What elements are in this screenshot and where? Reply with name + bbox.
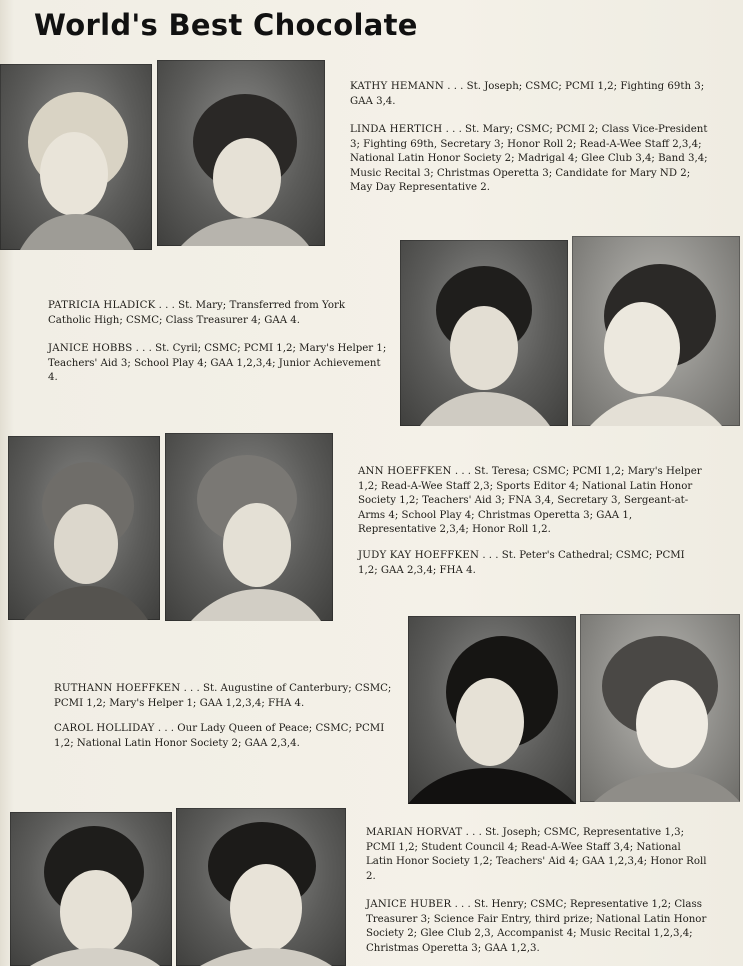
student-activities: . . . St. Peter's Cathedral; CSMC; PCMI 1,2; GAA 2,3,4; FHA 4.	[358, 550, 685, 576]
student-activities: . . . St. Teresa; CSMC; PCMI 1,2; Mary's Helper 1,2; Read-A-Wee Staff 2,3; Sports Editor 4; National Latin Honor Society 1,2; Teachers' Aid 3; FNA 3,4, Secretary 3, Sergeant-at-Arms 4; School Play 4; Christmas Operetta 3; GAA 1, Representative 2,3,4; Honor Roll 1,2.	[358, 466, 702, 536]
portrait-photo-kathy-hemann	[0, 64, 152, 250]
entry-ruthann-hoeffken	[54, 682, 394, 719]
portrait-photo-marian-horvat	[10, 812, 172, 966]
entry-marian-horvat	[366, 826, 710, 892]
student-activities: . . . St. Joseph; CSMC, Representative 1,3; PCMI 1,2; Student Council 4; Read-A-Wee Staff 3,4; National Latin Honor Society 1,2; Teachers' Aid 4; GAA 1,2,3,4; Honor Roll 2.	[366, 827, 707, 882]
entry-linda-hertich	[350, 123, 710, 204]
student-name: KATHY HEMANN	[350, 81, 444, 92]
portrait-photo-linda-hertich	[157, 60, 325, 246]
portrait-photo-judy-kay-hoeffken	[165, 433, 333, 621]
entry-patricia-hladick	[48, 299, 388, 336]
student-name: JANICE HUBER	[366, 899, 452, 910]
portrait-photo-patricia-hladick	[400, 240, 568, 426]
entry-carol-holliday	[54, 722, 394, 759]
page-title: World's Best Chocolate	[34, 8, 418, 42]
student-name: LINDA HERTICH	[350, 124, 443, 135]
student-activities: . . . St. Joseph; CSMC; PCMI 1,2; Fighting 69th 3; GAA 3,4.	[350, 81, 705, 107]
entry-janice-hobbs	[48, 342, 388, 394]
portrait-photo-janice-huber	[176, 808, 346, 966]
entry-janice-huber	[366, 898, 710, 964]
student-name: RUTHANN HOEFFKEN	[54, 683, 181, 694]
student-name: MARIAN HORVAT	[366, 827, 463, 838]
entry-kathy-hemann	[350, 80, 710, 117]
portrait-photo-ann-hoeffken	[8, 436, 160, 620]
student-name: ANN HOEFFKEN	[358, 466, 452, 477]
student-activities: . . . St. Mary; Transferred from York Catholic High; CSMC; Class Treasurer 4; GAA 4.	[48, 300, 345, 326]
entry-judy-kay-hoeffken	[358, 549, 706, 586]
student-activities: . . . St. Henry; CSMC; Representative 1,2; Class Treasurer 3; Science Fair Entry, third prize; National Latin Honor Society 2; Glee Club 2,3, Accompanist 4; Music Recital 1,2,3,4; Christmas Operetta 3; GAA 1,2,3.	[366, 899, 707, 954]
portrait-photo-janice-hobbs	[572, 236, 740, 426]
student-activities: . . . Our Lady Queen of Peace; CSMC; PCMI 1,2; National Latin Honor Society 2; GAA 2,3,4.	[54, 723, 385, 749]
entry-ann-hoeffken	[358, 465, 706, 546]
student-name: CAROL HOLLIDAY	[54, 723, 155, 734]
student-activities: . . . St. Mary; CSMC; PCMI 2; Class Vice-President 3; Fighting 69th, Secretary 3; Honor Roll 2; Read-A-Wee Staff 2,3,4; National Latin Honor Society 2; Madrigal 4; Glee Club 3,4; Band 3,4; Music Recital 3; Christmas Operetta 3; Candidate for Mary ND 2; May Day Representative 2.	[350, 124, 708, 194]
portrait-photo-ruthann-hoeffken	[408, 616, 576, 804]
student-name: JUDY KAY HOEFFKEN	[358, 550, 480, 561]
student-activities: . . . St. Augustine of Canterbury; CSMC; PCMI 1,2; Mary's Helper 1; GAA 1,2,3,4; FHA 4.	[54, 683, 392, 709]
student-activities: . . . St. Cyril; CSMC; PCMI 1,2; Mary's Helper 1; Teachers' Aid 3; School Play 4; GAA 1,2,3,4; Junior Achievement 4.	[48, 343, 387, 384]
student-name: PATRICIA HLADICK	[48, 300, 156, 311]
portrait-photo-carol-holliday	[580, 614, 740, 802]
student-name: JANICE HOBBS	[48, 343, 133, 354]
